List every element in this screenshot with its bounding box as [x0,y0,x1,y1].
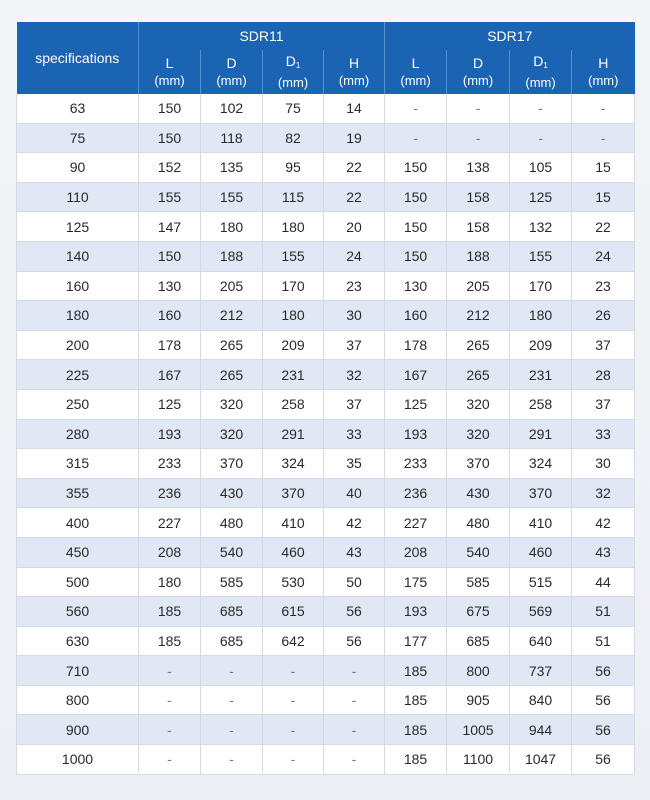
value-cell: 370 [447,449,510,479]
column-label [447,55,509,72]
value-cell: 209 [263,330,324,360]
table-row [17,656,635,686]
value-cell: - [201,656,263,686]
value-cell: 236 [139,478,201,508]
table-row [17,182,635,212]
value-cell: - [324,745,385,775]
table-row [17,745,635,775]
value-cell: 1047 [510,745,572,775]
value-cell: 35 [324,449,385,479]
spec-cell: 180 [17,301,139,331]
column-subscript: 1 [295,61,301,70]
value-cell: 115 [263,182,324,212]
value-cell: 905 [447,685,510,715]
value-cell: - [510,94,572,123]
value-cell: 37 [324,330,385,360]
spec-cell: 355 [17,478,139,508]
value-cell: 840 [510,685,572,715]
value-cell: 209 [510,330,572,360]
value-cell: - [201,715,263,745]
value-cell: 324 [263,449,324,479]
table-row [17,330,635,360]
value-cell: - [201,685,263,715]
spec-cell: 800 [17,685,139,715]
value-cell: 685 [201,626,263,656]
value-cell: 56 [324,597,385,627]
table-row [17,241,635,271]
value-cell: - [139,715,201,745]
value-cell: 158 [447,182,510,212]
value-cell: 32 [572,478,635,508]
value-cell: 1005 [447,715,510,745]
value-cell: 193 [385,597,447,627]
spec-cell: 450 [17,537,139,567]
table-row [17,389,635,419]
column-header [139,50,201,94]
value-cell: 15 [572,153,635,183]
value-cell: - [447,123,510,153]
value-cell: 227 [139,508,201,538]
value-cell: - [324,715,385,745]
value-cell: 160 [139,301,201,331]
value-cell: 208 [385,537,447,567]
table-row [17,508,635,538]
value-cell: - [572,123,635,153]
value-cell: 23 [572,271,635,301]
value-cell: - [572,94,635,123]
value-cell: 177 [385,626,447,656]
table-row [17,212,635,242]
column-header [201,50,263,94]
value-cell: 258 [263,389,324,419]
value-cell: 28 [572,360,635,390]
value-cell: 150 [385,153,447,183]
value-cell: 540 [447,537,510,567]
value-cell: 30 [572,449,635,479]
column-header [324,50,385,94]
spec-table [16,22,635,775]
value-cell: 585 [447,567,510,597]
value-cell: 125 [385,389,447,419]
value-cell: 480 [201,508,263,538]
value-cell: 185 [385,745,447,775]
value-cell: 23 [324,271,385,301]
value-cell: 530 [263,567,324,597]
value-cell: 265 [201,330,263,360]
spec-cell: 200 [17,330,139,360]
value-cell: 212 [447,301,510,331]
value-cell: 50 [324,567,385,597]
table-row [17,537,635,567]
value-cell: 944 [510,715,572,745]
value-cell: 167 [385,360,447,390]
value-cell: 20 [324,212,385,242]
value-cell: - [263,685,324,715]
value-cell: 480 [447,508,510,538]
value-cell: 150 [139,241,201,271]
spec-cell: 140 [17,241,139,271]
value-cell: - [385,94,447,123]
column-symbol: D [533,53,544,69]
spec-cell: 560 [17,597,139,627]
value-cell: 158 [447,212,510,242]
value-cell: 685 [447,626,510,656]
value-cell: 132 [510,212,572,242]
value-cell: 155 [201,182,263,212]
value-cell: 150 [385,241,447,271]
value-cell: 56 [572,715,635,745]
value-cell: 258 [510,389,572,419]
spec-cell: 710 [17,656,139,686]
value-cell: 95 [263,153,324,183]
value-cell: 180 [510,301,572,331]
value-cell: 51 [572,626,635,656]
value-cell: 685 [201,597,263,627]
value-cell: 675 [447,597,510,627]
value-cell: 180 [201,212,263,242]
value-cell: 56 [324,626,385,656]
value-cell: 150 [139,94,201,123]
value-cell: 212 [201,301,263,331]
spec-cell: 280 [17,419,139,449]
value-cell: - [139,745,201,775]
value-cell: 233 [385,449,447,479]
column-unit: (mm) [462,73,494,88]
value-cell: 642 [263,626,324,656]
value-cell: 178 [139,330,201,360]
value-cell: 125 [510,182,572,212]
column-unit: (mm) [277,75,309,90]
value-cell: 193 [139,419,201,449]
value-cell: 231 [510,360,572,390]
value-cell: - [201,745,263,775]
value-cell: 265 [201,360,263,390]
value-cell: 37 [572,330,635,360]
table-row [17,271,635,301]
table-row [17,685,635,715]
value-cell: 175 [385,567,447,597]
sdr17-group-header: SDR17 [385,22,635,50]
column-header [447,50,510,94]
value-cell: 102 [201,94,263,123]
value-cell: 105 [510,153,572,183]
value-cell: 265 [447,330,510,360]
value-cell: 150 [385,182,447,212]
value-cell: 167 [139,360,201,390]
column-label [324,55,384,72]
column-subscript: 1 [543,61,548,70]
column-symbol: D [226,55,237,71]
value-cell: 56 [572,685,635,715]
value-cell: 51 [572,597,635,627]
table-row [17,360,635,390]
value-cell: 150 [139,123,201,153]
value-cell: - [139,685,201,715]
value-cell: 205 [201,271,263,301]
table-row [17,301,635,331]
value-cell: 170 [510,271,572,301]
spec-cell: 500 [17,567,139,597]
value-cell: 42 [324,508,385,538]
value-cell: 233 [139,449,201,479]
value-cell: 147 [139,212,201,242]
spec-cell: 250 [17,389,139,419]
value-cell: 236 [385,478,447,508]
table-row [17,597,635,627]
table-row [17,123,635,153]
column-unit: (mm) [216,73,247,88]
spec-cell: 75 [17,123,139,153]
value-cell: 185 [139,626,201,656]
value-cell: 125 [139,389,201,419]
value-cell: 33 [572,419,635,449]
value-cell: 320 [201,419,263,449]
value-cell: 135 [201,153,263,183]
value-cell: 44 [572,567,635,597]
column-header [385,50,447,94]
specifications-header: specifications [17,22,139,94]
table-row [17,419,635,449]
sdr11-group-header: SDR11 [139,22,385,50]
column-unit: (mm) [525,75,556,90]
value-cell: 118 [201,123,263,153]
value-cell: 75 [263,94,324,123]
value-cell: 30 [324,301,385,331]
value-cell: 37 [324,389,385,419]
value-cell: 180 [263,301,324,331]
column-label [201,55,262,72]
table-header [17,22,635,94]
column-symbol: D [285,53,296,69]
column-unit: (mm) [338,73,370,88]
value-cell: 208 [139,537,201,567]
value-cell: - [263,715,324,745]
value-cell: 231 [263,360,324,390]
column-header [572,50,635,94]
spec-cell: 900 [17,715,139,745]
value-cell: 56 [572,656,635,686]
value-cell: 43 [572,537,635,567]
value-cell: 24 [324,241,385,271]
value-cell: 515 [510,567,572,597]
spec-cell: 225 [17,360,139,390]
value-cell: 540 [201,537,263,567]
value-cell: 42 [572,508,635,538]
spec-cell: 160 [17,271,139,301]
value-cell: 43 [324,537,385,567]
value-cell: 152 [139,153,201,183]
column-symbol: L [411,55,420,71]
value-cell: 185 [385,715,447,745]
value-cell: 185 [385,656,447,686]
column-symbol: D [472,55,484,71]
column-label [385,55,446,72]
table-row [17,478,635,508]
value-cell: - [139,656,201,686]
value-cell: 800 [447,656,510,686]
spec-cell: 90 [17,153,139,183]
column-symbol: L [165,55,174,71]
value-cell: - [324,685,385,715]
value-cell: - [263,745,324,775]
value-cell: 26 [572,301,635,331]
value-cell: 370 [201,449,263,479]
value-cell: 155 [139,182,201,212]
value-cell: 205 [447,271,510,301]
column-symbol: H [598,55,609,71]
value-cell: 737 [510,656,572,686]
value-cell: 370 [510,478,572,508]
value-cell: - [447,94,510,123]
spec-table-container [16,22,634,775]
value-cell: - [263,656,324,686]
value-cell: 320 [447,419,510,449]
value-cell: 193 [385,419,447,449]
column-label [263,53,323,74]
value-cell: 14 [324,94,385,123]
value-cell: 227 [385,508,447,538]
value-cell: 291 [263,419,324,449]
value-cell: 188 [201,241,263,271]
value-cell: 180 [263,212,324,242]
table-row [17,94,635,123]
value-cell: 410 [510,508,572,538]
value-cell: 185 [139,597,201,627]
value-cell: 37 [572,389,635,419]
column-header [510,50,572,94]
value-cell: - [324,656,385,686]
value-cell: - [385,123,447,153]
value-cell: 291 [510,419,572,449]
value-cell: 130 [385,271,447,301]
table-row [17,153,635,183]
value-cell: 585 [201,567,263,597]
table-row [17,449,635,479]
column-unit: (mm) [154,73,185,88]
value-cell: 155 [263,241,324,271]
value-cell: 160 [385,301,447,331]
value-cell: 180 [139,567,201,597]
value-cell: 40 [324,478,385,508]
value-cell: 460 [263,537,324,567]
value-cell: 33 [324,419,385,449]
value-cell: 82 [263,123,324,153]
column-header [263,50,324,94]
column-label [572,55,635,72]
column-unit: (mm) [588,73,619,88]
value-cell: 410 [263,508,324,538]
spec-cell: 110 [17,182,139,212]
value-cell: 188 [447,241,510,271]
column-unit: (mm) [400,73,431,88]
value-cell: 22 [324,182,385,212]
value-cell: 19 [324,123,385,153]
value-cell: 320 [447,389,510,419]
value-cell: 460 [510,537,572,567]
value-cell: 22 [324,153,385,183]
value-cell: 130 [139,271,201,301]
spec-cell: 63 [17,94,139,123]
value-cell: 640 [510,626,572,656]
table-row [17,567,635,597]
value-cell: 615 [263,597,324,627]
value-cell: 370 [263,478,324,508]
spec-cell: 1000 [17,745,139,775]
value-cell: 138 [447,153,510,183]
column-label [139,55,200,72]
value-cell: 15 [572,182,635,212]
table-row [17,626,635,656]
spec-cell: 630 [17,626,139,656]
spec-cell: 315 [17,449,139,479]
value-cell: 569 [510,597,572,627]
value-cell: 185 [385,685,447,715]
column-symbol: H [348,55,360,71]
value-cell: 22 [572,212,635,242]
table-body [17,94,635,774]
value-cell: 265 [447,360,510,390]
value-cell: 324 [510,449,572,479]
value-cell: 56 [572,745,635,775]
value-cell: 178 [385,330,447,360]
spec-cell: 125 [17,212,139,242]
value-cell: 430 [447,478,510,508]
value-cell: 170 [263,271,324,301]
column-label [510,53,571,74]
value-cell: 155 [510,241,572,271]
spec-cell: 400 [17,508,139,538]
value-cell: 32 [324,360,385,390]
value-cell: 320 [201,389,263,419]
value-cell: 24 [572,241,635,271]
table-row [17,715,635,745]
value-cell: 1100 [447,745,510,775]
value-cell: 150 [385,212,447,242]
value-cell: 430 [201,478,263,508]
value-cell: - [510,123,572,153]
